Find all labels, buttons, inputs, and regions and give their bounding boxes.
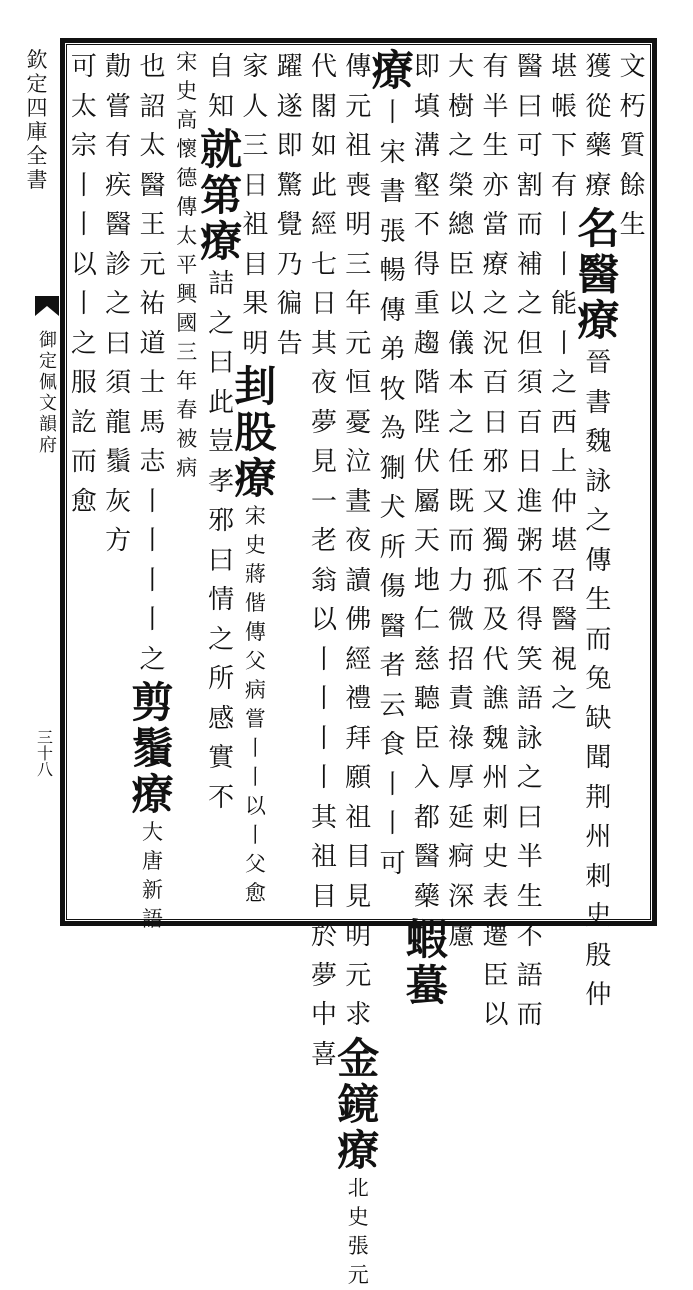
column-text: 詔 太 醫 王 元 祐 道 士 馬 志 丨 丨 丨 丨 之 [139, 91, 166, 675]
section-title: 御 定 佩 文 韻 府 [39, 330, 57, 456]
column-text: 家 人 三 日 祖 目 果 明 [242, 52, 269, 359]
column-text: 躍 遂 即 驚 覺 乃 徧 告 [276, 52, 303, 359]
entry-heading: 刲 股 療 [234, 362, 277, 503]
column-text: 即 填 溝 壑 不 得 重 趨 階 陛 伏 屬 天 地 仁 慈 聽 臣 入 都 醫 藥 [413, 52, 440, 912]
entry-heading: 金 鏡 療 [337, 1033, 380, 1175]
entry-heading: 剪 鬚 療 [131, 678, 174, 819]
column-text: 晉 書 魏 詠 之 傳 生 而 兔 缺 聞 荆 州 刺 史 殷 仲 [585, 348, 612, 1010]
column-text: 也 [139, 52, 166, 82]
column-text: 傳 元 祖 喪 明 三 年 元 恒 憂 泣 晝 夜 讀 佛 經 禮 拜 願 祖 目 見 明 元 求 [345, 52, 372, 1030]
column-text: 丨 宋 書 張 暢 傳 弟 牧 為 猘 犬 所 傷 醫 者 云 食 丨 丨 可 [379, 98, 406, 879]
annotation-text: 宋 史 高 懷 德 傳 太 平 興 國 三 年 春 被 病 [176, 50, 198, 480]
annotation-text: 大 唐 新 語 [142, 820, 163, 931]
column-text: 可 太 宗 丨 丨 以 丨 之 服 訖 而 愈 [70, 52, 97, 517]
column-text: 勣 嘗 有 疾 醫 診 之 曰 須 龍 鬚 灰 方 [105, 52, 132, 556]
entry-heading: 名 醫 療 [577, 204, 620, 345]
book-title: 欽 定 四 庫 全 書 [26, 48, 48, 192]
column-text: 堪 帳 下 有 丨 丨 能 丨 之 西 上 仲 堪 召 醫 視 之 [551, 52, 578, 714]
text-column [63, 48, 105, 918]
column-text: 代 閣 如 此 經 七 日 其 夜 夢 見 一 老 翁 以 丨 丨 丨 丨 其 祖 目 於 夢 中 喜 [310, 52, 337, 1070]
column-text: 自 知 [208, 52, 235, 122]
column-text: 文 朽 質 餘 生 [619, 52, 646, 240]
leaf-number: 三 十 八 [36, 728, 53, 779]
column-text: 大 樹 之 榮 總 臣 以 儀 本 之 任 既 而 力 微 招 責 祿 厚 延 痾 深 慮 [448, 52, 475, 951]
entry-heading: 就 第 療 [200, 125, 243, 266]
column-text: 有 半 生 亦 當 療 之 況 百 日 邪 又 獨 孤 及 代 譙 魏 州 刺 史 表 遷 臣 以 [482, 52, 509, 1030]
annotation-text: 北 史 張 元 [347, 1175, 369, 1287]
fishtail-mark-icon [33, 296, 61, 318]
column-text: 詰 之 曰 此 豈 孝 邪 曰 情 之 所 感 實 不 [208, 269, 235, 813]
entry-heading: 療 [371, 46, 414, 95]
column-text: 獲 從 藥 療 [585, 52, 612, 201]
column-text: 醫 曰 可 割 而 補 之 但 須 百 日 進 粥 不 得 笑 語 詠 之 曰 半 生 不 語 而 [516, 52, 543, 1030]
annotation-text: 宋 史 蔣 偕 傳 父 病 嘗 丨 丨 以 丨 父 愈 [244, 504, 266, 905]
entry-heading: 蝦 蟇 [405, 915, 448, 1010]
